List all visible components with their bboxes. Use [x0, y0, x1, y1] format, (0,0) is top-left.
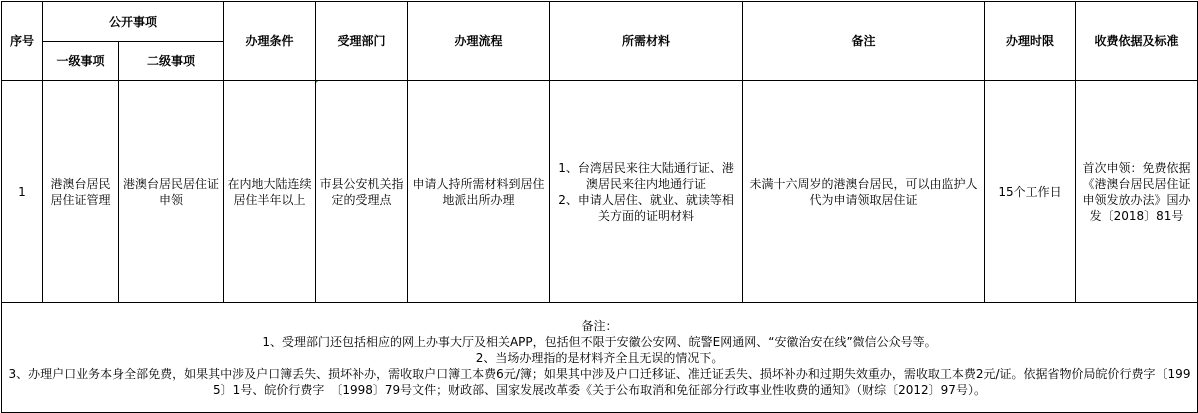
- header-remarks: 备注: [743, 2, 985, 81]
- cell-fee-basis: 首次申领：免费依据《港澳台居民居住证申领发放办法》国办发〔2018〕81号: [1076, 81, 1198, 303]
- cell-remarks: 未满十六周岁的港澳台居民，可以由监护人代为申请领取居住证: [743, 81, 985, 303]
- notes-title: 备注：: [581, 318, 618, 333]
- notes-section: [2, 303, 1198, 413]
- note-line: 2、当场办理指的是材料齐全且无误的情况下。: [475, 350, 724, 365]
- cell-level1: 港澳台居民居住证管理: [43, 81, 119, 303]
- cell-department: 市县公安机关指定的受理点: [316, 81, 408, 303]
- header-time-limit: 办理时限: [985, 2, 1076, 81]
- material-item: 2、申请人居住、就业、就读等相关方面的证明材料: [558, 192, 734, 223]
- header-department: 受理部门: [316, 2, 408, 81]
- material-item: 1、台湾居民来往大陆通行证、港澳居民来往内地通行证: [558, 160, 734, 191]
- header-process: 办理流程: [408, 2, 550, 81]
- header-conditions: 办理条件: [224, 2, 316, 81]
- header-materials: 所需材料: [550, 2, 743, 81]
- cell-materials: [550, 81, 743, 303]
- header-level1: 一级事项: [43, 42, 119, 81]
- public-items-table: [1, 1, 1198, 413]
- cell-time-limit: 15个工作日: [985, 81, 1076, 303]
- cell-level2: 港澳台居民居住证申领: [119, 81, 224, 303]
- table-row: [2, 81, 1198, 303]
- cell-conditions: 在内地大陆连续居住半年以上: [224, 81, 316, 303]
- header-fee-basis: 收费依据及标准: [1076, 2, 1198, 81]
- header-level2: 二级事项: [119, 42, 224, 81]
- cell-process: 申请人持所需材料到居住地派出所办理: [408, 81, 550, 303]
- header-public-items: 公开事项: [43, 2, 224, 42]
- note-line: 3、办理户口业务本身全部免费，如果其中涉及户口簿丢失、损坏补办，需收取户口簿工本费6元/簿；如果其中涉及户口迁移证、准迁证丢失、损坏补办和过期失效重办，需收取工本费2元/证。依据省物价局皖价行费字〔1995〕1号、皖价行费字 〔1998〕79号文件；财政部、国家发展改革委《关于公布取消和免征部分行政事业性收费的通知》（财综〔2012〕97号）。: [8, 366, 1191, 397]
- note-line: 1、受理部门还包括相应的网上办事大厅及相关APP，包括但不限于安徽公安网、皖警E网通网、“安徽治安在线”微信公众号等。: [262, 334, 937, 349]
- cell-seq: 1: [2, 81, 43, 303]
- header-seq: 序号: [2, 2, 43, 81]
